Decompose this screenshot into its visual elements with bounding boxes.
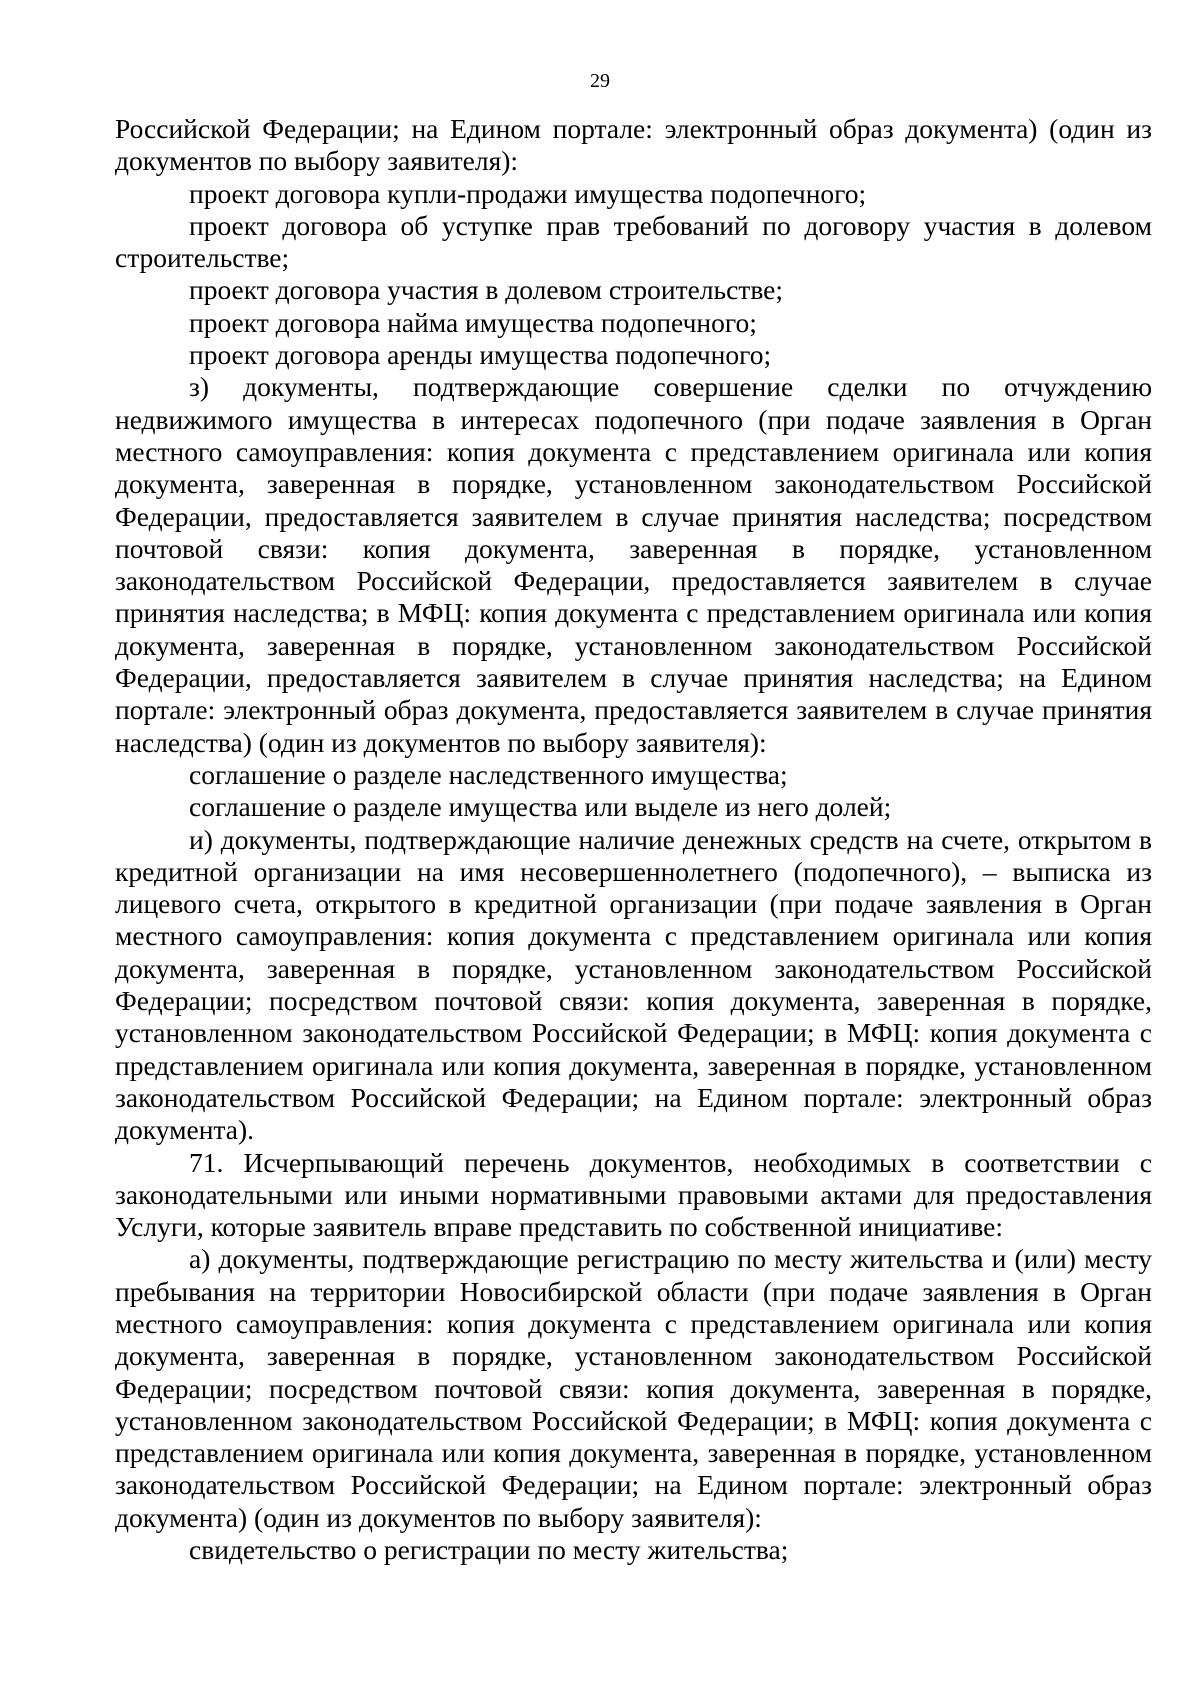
list-item: проект договора об уступке прав требований по договору участия в долевом строительстве; <box>115 209 1152 274</box>
list-item: проект договора купли-продажи имущества подопечного; <box>189 177 867 209</box>
list-item: проект договора найма имущества подопечного; <box>189 306 757 338</box>
list-item: проект договора участия в долевом строительстве; <box>189 274 783 306</box>
subclause-a: а) документы, подтверждающие регистрацию по месту жительства и (или) месту пребывания на территории Новосибирской области (при подаче заявления в Орган местного самоуправления: копия документа с представлением оригинала или копия документа, заверенная в порядке, установленном законодательством Российской Федерации; посредством почтовой связи: копия документа, заверенная в порядке, установленном законодательством Российской Федерации; в МФЦ: копия документа с представлением оригинала или копия документа, заверенная в порядке, установленном законодательством Российской Федерации; на Едином портале: электронный образ документа) (один из документов по выбору заявителя): <box>115 1243 1152 1533</box>
page-number: 29 <box>590 70 610 92</box>
list-item: проект договора аренды имущества подопечного; <box>189 339 772 371</box>
list-item: свидетельство о регистрации по месту жительства; <box>189 1534 789 1566</box>
subclause-z: з) документы, подтверждающие совершение сделки по отчуждению недвижимого имущества в интересах подопечного (при подаче заявления в Орган местного самоуправления: копия документа с представлением оригинала или копия документа, заверенная в порядке, установленном законодательством Российской Федерации, предоставляется заявителем в случае принятия наследства; посредством почтовой связи: копия документа, заверенная в порядке, установленном законодательством Российской Федерации, предоставляется заявителем в случае принятия наследства; в МФЦ: копия документа с представлением оригинала или копия документа, заверенная в порядке, установленном законодательством Российской Федерации, предоставляется заявителем в случае принятия наследства; на Едином портале: электронный образ документа, предоставляется заявителем в случае принятия наследства) (один из документов по выбору заявителя): <box>115 371 1152 758</box>
list-item: соглашение о разделе имущества или выделе из него долей; <box>189 791 892 823</box>
subclause-i: и) документы, подтверждающие наличие денежных средств на счете, открытом в кредитной организации на имя несовершеннолетнего (подопечного), – выписка из лицевого счета, открытого в кредитной организации (при подаче заявления в Орган местного самоуправления: копия документа с представлением оригинала или копия документа, заверенная в порядке, установленном законодательством Российской Федерации; посредством почтовой связи: копия документа, заверенная в порядке, установленном законодательством Российской Федерации; в МФЦ: копия документа с представлением оригинала или копия документа, заверенная в порядке, установленном законодательством Российской Федерации; на Едином портале: электронный образ документа). <box>115 823 1152 1146</box>
clause-71: 71. Исчерпывающий перечень документов, необходимых в соответствии с законодательными или иными нормативными правовыми актами для предоставления Услуги, которые заявитель вправе представить по собственной инициативе: <box>115 1146 1152 1243</box>
paragraph-continuation: Российской Федерации; на Едином портале: электронный образ документа) (один из документов по выбору заявителя): <box>115 113 1152 177</box>
list-item: соглашение о разделе наследственного имущества; <box>189 758 788 790</box>
document-body <box>115 113 1152 1566</box>
